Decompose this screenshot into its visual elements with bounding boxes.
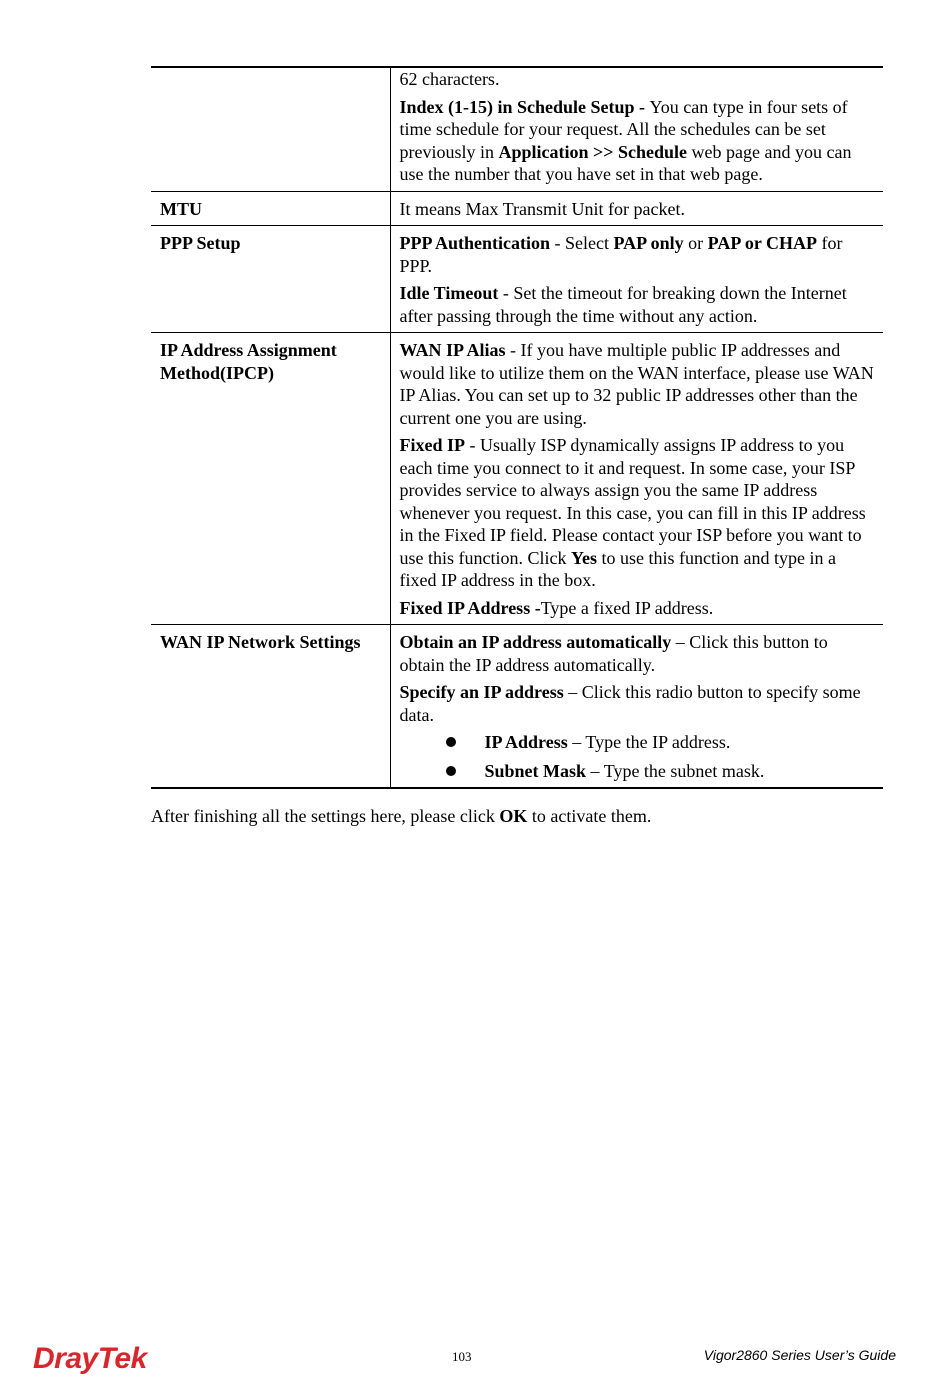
bold-term: Obtain an IP address automatically [399, 632, 672, 652]
bullet-dot-icon [446, 737, 456, 747]
closing-sentence [151, 805, 651, 828]
svg-text:DrayTek: DrayTek [33, 1342, 147, 1374]
row-label: MTU [151, 191, 390, 226]
text-run: for PPP. [399, 233, 843, 276]
table-row [151, 67, 883, 191]
table-row [151, 191, 883, 226]
description-paragraph [400, 339, 875, 429]
row-description [390, 191, 883, 226]
table-row [151, 333, 883, 625]
guide-title: Vigor2860 Series User’s Guide [703, 1347, 896, 1363]
bold-term: PAP only [613, 233, 684, 253]
bullet-item [400, 731, 875, 754]
text-run: - Set the timeout for breaking down the Internet after passing through the time without any action. [399, 283, 847, 326]
text-run: – Type the subnet mask. [586, 760, 765, 781]
table-row [151, 625, 883, 789]
description-paragraph [400, 631, 875, 676]
bold-term: Yes [570, 547, 597, 568]
bold-term: Subnet Mask [484, 760, 587, 781]
table-row [151, 226, 883, 333]
text-run: – Click this button to obtain the IP address automatically. [399, 632, 828, 675]
bold-term: Index (1-15) in Schedule Setup - [399, 96, 650, 117]
page-number: 103 [452, 1349, 472, 1364]
description-paragraph [400, 282, 875, 327]
text-run: You can type in four sets of time schedule for your request. All the schedules can be set previously in [399, 96, 848, 162]
text-run: or [683, 233, 708, 253]
row-description [390, 67, 883, 191]
description-paragraph [400, 434, 875, 592]
text-run: to use this function and type in a fixed IP address in the box. [399, 547, 836, 590]
bold-term: Fixed IP [399, 435, 465, 455]
description-paragraph [400, 96, 875, 186]
description-paragraph [400, 232, 875, 277]
text-run: – Type the IP address. [567, 732, 731, 752]
bold-term: PPP Authentication [399, 233, 551, 253]
row-label: PPP Setup [151, 226, 390, 333]
text-run: - Select [550, 233, 614, 253]
row-label [151, 67, 390, 191]
row-description [390, 226, 883, 333]
bullet-item [400, 760, 875, 783]
draytek-logo [33, 1340, 158, 1374]
bold-term: Idle Timeout [399, 283, 499, 303]
bullet-dot-icon [446, 766, 456, 776]
bold-term: PAP or CHAP [707, 233, 817, 253]
description-paragraph [400, 198, 875, 221]
description-paragraph [400, 68, 875, 91]
bold-term: Fixed IP Address - [399, 597, 541, 618]
bold-term: IP Address [484, 732, 568, 752]
bold-term: Application >> Schedule [498, 141, 688, 162]
bold-term: OK [499, 806, 528, 826]
row-label: IP Address Assignment Method(IPCP) [151, 333, 390, 625]
text-run: to activate them. [527, 806, 652, 826]
text-run: 62 characters. [399, 69, 500, 89]
text-run: – Click this radio button to specify some data. [399, 682, 861, 725]
text-run: After finishing all the settings here, please click [151, 806, 500, 826]
description-paragraph [400, 681, 875, 726]
text-run: It means Max Transmit Unit for packet. [399, 198, 685, 219]
text-run: - Usually ISP dynamically assigns IP address to you each time you connect to it and request. In some case, your ISP provides service to always assign you the same IP address whenever you request. In this case, you can fill in this IP address in the Fixed IP field. Please contact your ISP before you want to use this function. Click [399, 435, 866, 568]
settings-table [151, 66, 883, 789]
row-description [390, 333, 883, 625]
text-run: - If you have multiple public IP addresses and would like to utilize them on the WAN interface, please use WAN IP Alias. You can set up to 32 public IP addresses other than the current one you are using. [399, 340, 874, 428]
bullet-list [400, 731, 875, 782]
text-run: web page and you can use the number that you have set in that web page. [399, 141, 852, 184]
row-label: WAN IP Network Settings [151, 625, 390, 789]
description-paragraph [400, 597, 875, 620]
bold-term: WAN IP Alias [399, 340, 506, 360]
bold-term: Specify an IP address [399, 682, 564, 702]
settings-table-body [151, 67, 883, 788]
row-description [390, 625, 883, 789]
text-run: Type a fixed IP address. [540, 597, 714, 618]
